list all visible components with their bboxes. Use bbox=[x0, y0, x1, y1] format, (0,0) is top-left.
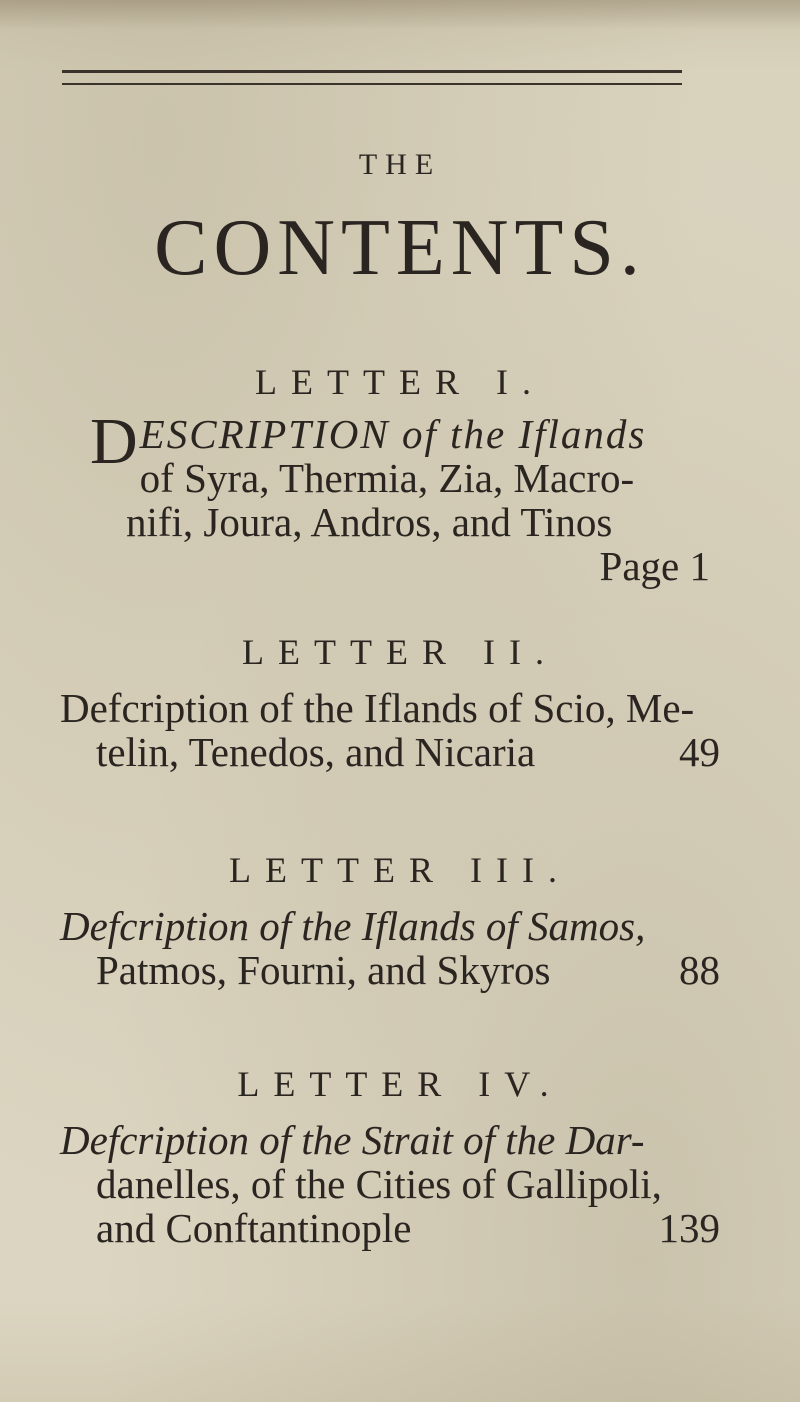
page-title: CONTENTS. bbox=[154, 204, 646, 292]
double-rule-bottom bbox=[62, 83, 682, 85]
entry-line-2: of Syra, Thermia, Zia, Macro- bbox=[139, 455, 635, 501]
letter-heading-1: LETTER I. bbox=[255, 362, 545, 402]
entry-line-1: Defcription of the Iflands of Samos, bbox=[60, 903, 646, 949]
heading-the: THE bbox=[358, 148, 442, 181]
page-number: 49 bbox=[679, 729, 720, 775]
page-number: 88 bbox=[679, 947, 720, 993]
contents-entry-3 bbox=[60, 904, 720, 992]
entry-line-2 bbox=[60, 730, 720, 774]
entry-line-2-text: Patmos, Fourni, and Skyros bbox=[96, 947, 551, 993]
contents-entry-2 bbox=[60, 686, 720, 774]
page-number: 139 bbox=[658, 1205, 720, 1251]
entry-line-1: ESCRIPTION of the Iflands bbox=[139, 411, 647, 457]
entry-line-3-text: and Conftantinople bbox=[96, 1205, 412, 1251]
contents-entry-1 bbox=[90, 405, 710, 589]
letter-heading-4: LETTER IV. bbox=[237, 1064, 563, 1104]
entry-line-2 bbox=[60, 948, 720, 992]
entry-line-2: danelles, of the Cities of Gallipoli, bbox=[96, 1161, 662, 1207]
entry-line-3: nifi, Joura, Andros, and Tinos bbox=[126, 499, 613, 545]
entry-line-1: Defcription of the Iflands of Scio, Me- bbox=[60, 685, 695, 731]
letter-heading-2: LETTER II. bbox=[242, 632, 558, 672]
entry-line-1: Defcription of the Strait of the Dar- bbox=[60, 1117, 645, 1163]
entry-line-3 bbox=[60, 1206, 720, 1250]
letter-heading-3: LETTER III. bbox=[229, 850, 571, 890]
contents-entry-4 bbox=[60, 1118, 720, 1250]
entry-line-2-text: telin, Tenedos, and Nicaria bbox=[96, 729, 536, 775]
page-number: Page 1 bbox=[599, 543, 710, 589]
double-rule-top bbox=[62, 70, 682, 73]
drop-cap: D bbox=[90, 405, 138, 478]
page-top-edge bbox=[0, 0, 800, 30]
